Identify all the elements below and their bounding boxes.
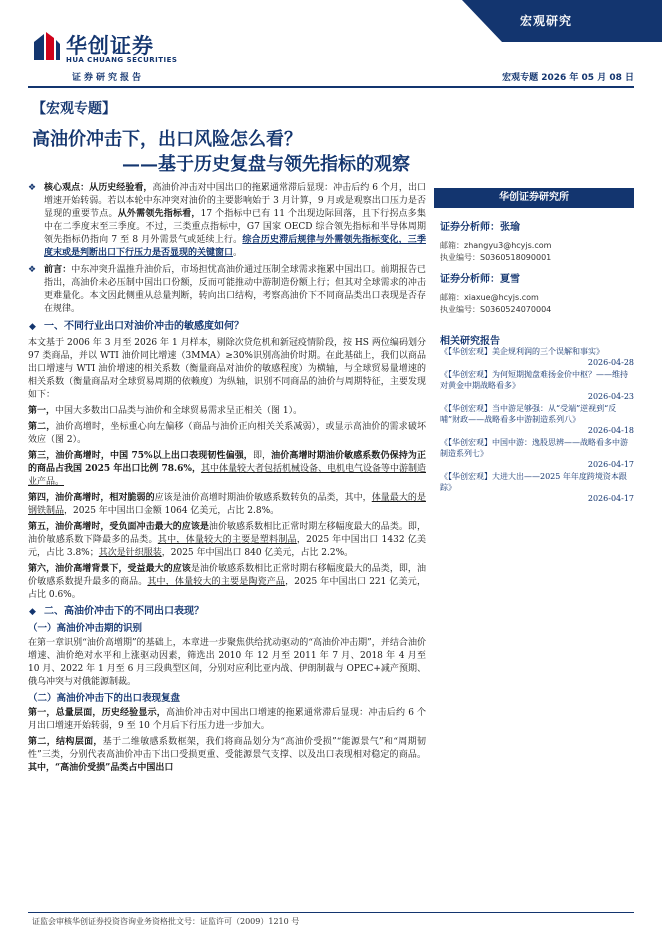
review-1-lead: 第一，总量层面，历史经验显示， [28,708,166,718]
review-2-lead: 第二，结构层面， [28,737,103,747]
corner-category: 宏观研究 [520,14,573,28]
finding-2-text: 油价高增时，坐标重心向左偏移（商品与油价正向相关关系减弱），或显示高油价的需求破坏效应（图 2）。 [28,422,426,445]
related-report-date: 2026-04-18 [587,426,634,435]
analyst-2-email[interactable]: 邮箱：xiaxue@hcyjs.com [440,293,539,302]
core-view-lead2: 从外需领先指标看， [117,209,201,219]
related-report-link[interactable]: 《【华创宏观】中国中游：逸股思辨——战略看多中游制造系列七》 [440,438,628,458]
analyst-1-cert: 执业编号：S0360518090001 [440,253,552,262]
related-report-link[interactable]: 《【华创宏观】大进大出——2025 年年度跨境资本跟踪》 [440,472,627,492]
finding-1-lead: 第一， [28,406,56,416]
preface-text: 中东冲突升温推升油价后，市场担忧高油价通过压制全球需求拖累中国出口。前期报告已指出，高油价未必压制中国出口份额，反而可能推动中游制造份额上行；但其对全球需求的冲击更难量化。本文因此侧重从总量判断，转向出口结构，考察高油价下不同商品类出口表现是否存在规律。 [44,265,426,314]
finding-3-bold: 油价高增时期油价敏感系数仍保持为正的商品占我国 2025 年出口比例 78.6%， [28,451,426,474]
related-report-date: 2026-04-17 [587,494,634,503]
research-institute-banner: 华创证券研究所 [434,188,634,208]
report-title: 高油价冲击下，出口风险怎么看？ [32,129,302,150]
review-1 [28,707,426,733]
related-reports-list [440,346,634,505]
related-report-date: 2026-04-23 [587,392,634,401]
finding-3-lead: 第三，油价高增时，中国 75%以上出口表现韧性偏强， [28,451,253,461]
analyst-2-cert: 执业编号：S0360524070004 [440,305,552,314]
main-content [28,182,426,778]
related-report-link[interactable]: 《【华创宏观】当中游足够强：从“受端”逆视到“反哺”财政——战略看多中游制造系列八》 [440,404,617,424]
core-view-text: 高油价冲击对中国出口的拖累通常滞后显现：冲击后约 6 个月，出口增速开始转弱。若以本轮中东冲突对油价的主要影响始于 3 月计算，9 月或是观察出口压力是否显现的重要节点。 [44,183,426,219]
review-2-text: 基于二维敏感系数框架，我们将商品划分为“高油价受损”“能源景气”和“周期韧性”三类，分别代表高油价冲击下出口受损更重、受能源景气支撑、以及出口表现相对稳定的商品。 [28,737,426,760]
finding-5-text: 油价敏感系数相比正常时期左移幅度最大的品类。即，油价敏感系数下降最多的品类。 [28,522,426,545]
footer-license: 证监会审核华创证券投资咨询业务资格批文号：证监许可（2009）1210 号 [32,917,300,926]
finding-5-tail: ，2025 年中国出口 840 亿美元，占比 2.2%。 [161,548,354,558]
preface-paragraph [28,264,426,316]
finding-5-underline: 其中，体量较大的主要是塑料制品 [157,535,297,545]
analyst-2-name: 证券分析师：夏雪 [440,274,520,285]
related-report-link[interactable]: 《【华创宏观】为何短期抛盘难扬金价中枢？——维持对黄金中期战略看多》 [440,370,628,390]
core-view-lead: 核心观点：从历史经验看， [44,183,153,193]
subsection1-text: 在第一章识别“油价高增期”的基础上，本章进一步聚焦供给扰动驱动的“高油价冲击期”，并结合油价增速、油价绝对水平和上涨驱动因素，筛选出 2010 年 12 月至 2011 年 7 月、2018 年 4 月至 10 月、2022 年 1 月至 6 月三段典型区间，分别对应利比亚内战、伊朗制裁与 OPEC+减产预期、俄乌冲突与对俄能源制裁。 [28,638,426,687]
analyst-1-email[interactable]: 邮箱：zhangyu3@hcyjs.com [440,241,552,250]
subsection-heading-1: （一）高油价冲击期的识别 [28,623,143,634]
review-1-text: 高油价冲击对中国出口增速的拖累通常滞后显现：冲击后约 6 个月出口增速开始转弱，9 至 10 个月后下行压力进一步加大。 [28,708,426,731]
finding-1-text: 中国大多数出口品类与油价和全球贸易需求呈正相关（图 1）。 [55,406,303,416]
subsection-heading-2: （二）高油价冲击下的出口表现复盘 [28,693,181,704]
finding-2 [28,421,426,447]
finding-6 [28,563,426,602]
finding-6-tail: ，2025 年中国出口 221 亿美元，占比 0.6%。 [28,577,426,600]
finding-3-underline: 其中体量较大者包括机械设备、电机电气设备等中游制造业产品。 [28,464,426,487]
section1-intro: 本文基于 2006 年 3 月至 2026 年 1 月样本，剔除次贷危机和新冠疫情阶段，按 HS 两位编码划分 97 类商品，并以 WTI 油价同比增速（3MMA）≥30%识别高油价时期。在此基础上，我们以商品出口增速与 WTI 油价增速的相关系数（衡量商品对油价的敏感程度）为横轴，与全球贸易量增速的相关系数（衡量商品对全球贸易周期的依赖度）为纵轴，识别不同商品的油价与周期特征，主要发现如下： [28,338,426,400]
finding-6-lead: 第六，油价高增背景下，受益最大的应该 [28,564,191,574]
finding-5-mid: ，2025 年中国出口 1432 亿美元，占比 3.8%； [28,535,426,558]
logo-text-en: HUA CHUANG SECURITIES [66,56,178,64]
core-view-highlight: 综合历史滞后规律与外需领先指标变化，三季度末或是判断出口下行压力是否显现的关键窗口 [44,235,426,258]
header-divider [28,86,634,88]
report-tag: 【宏观专题】 [32,101,116,117]
related-report-date: 2026-04-17 [587,460,634,469]
finding-3 [28,450,426,489]
finding-2-lead: 第二， [28,422,56,432]
company-logo [30,28,210,68]
finding-6-underline: 其中，体量较大的主要是陶瓷产品 [147,577,286,587]
core-view-text2: 17 个指标中已有 11 个出现边际回落，且下行拐点多集中在二季度末至三季度。不过，三类重点指标中，G7 国家 OECD 综合领先指标和半导体周期领先指标仍指向 7 至 8 月外需景气或延续上行。 [44,209,426,245]
preface-lead: 前言： [44,265,72,275]
section-heading-2: ◆ 二、高油价冲击下的不同出口表现？ [28,605,426,619]
related-report-link[interactable]: 《【华创宏观】美企规利润的三个误解和事实》 [440,347,604,356]
finding-4-lead: 第四，油价高增时，相对脆弱的 [28,493,155,503]
core-view-end: 。 [233,248,243,258]
finding-1 [28,405,426,418]
finding-5 [28,521,426,560]
report-subtitle: ——基于历史复盘与领先指标的观察 [122,154,410,175]
finding-5-underline2: 其次是针织服装 [98,548,162,558]
finding-4-tail: ，2025 年中国出口金额 1064 亿美元，占比 2.8%。 [64,506,280,516]
review-2 [28,736,426,775]
logo-text-cn: 华创证券 [66,34,154,58]
finding-5-lead: 第五，油价高增时，受负面冲击最大的应该是 [28,522,209,532]
analyst-1-name: 证券分析师：张瑜 [440,222,520,233]
related-report-date: 2026-04-28 [587,358,634,367]
finding-4 [28,492,426,518]
finding-6-text: 是油价敏感系数相比正常时期右移幅度最大的品类，即，油价敏感系数提升最多的商品。 [28,564,426,587]
section-heading-1: ◆ 一、不同行业出口对油价冲击的敏感度如何？ [28,320,426,334]
report-date: 宏观专题 2026 年 05 月 08 日 [502,73,634,83]
report-type-label: 证券研究报告 [72,73,145,83]
finding-4-text: 应该是油价高增时期油价敏感系数转负的品类，其中， [154,493,372,503]
core-view-paragraph [28,182,426,260]
related-reports-title: 相关研究报告 [440,336,500,347]
finding-3-text: 即， [252,451,272,461]
review-2-bold: 其中，“高油价受损”品类占中国出口 [28,763,174,773]
finding-4-underline: 体量最大的是钢铁制品 [28,493,426,516]
logo-mark-icon [30,30,62,62]
footer-divider [28,912,634,913]
